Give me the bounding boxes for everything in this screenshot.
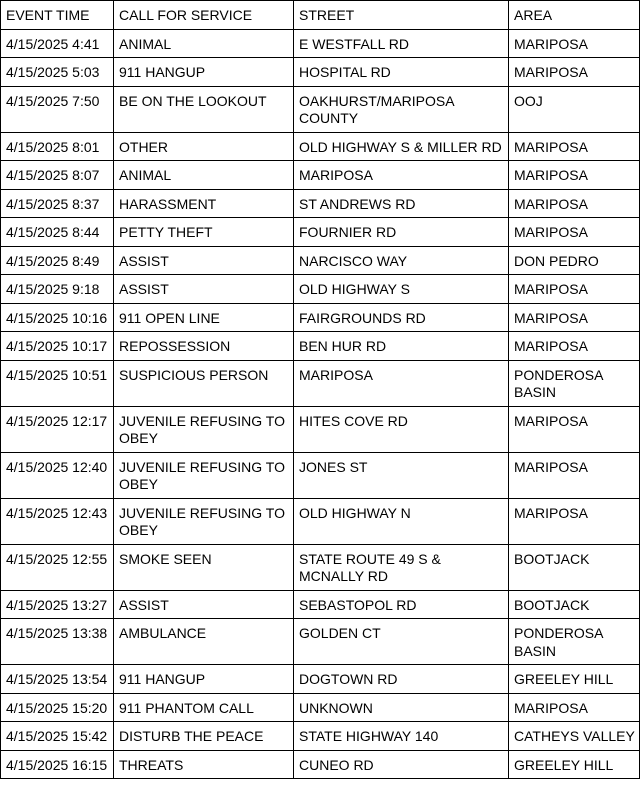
street-cell: GOLDEN CT — [294, 619, 509, 665]
area-cell: MARIPOSA — [509, 132, 640, 161]
street-cell: OLD HIGHWAY N — [294, 498, 509, 544]
table-header-row — [1, 1, 640, 30]
street-cell: ST ANDREWS RD — [294, 189, 509, 218]
event-time-cell: 4/15/2025 10:17 — [1, 332, 114, 361]
event-time-cell: 4/15/2025 8:37 — [1, 189, 114, 218]
event-time-cell: 4/15/2025 9:18 — [1, 275, 114, 304]
event-time-cell: 4/15/2025 7:50 — [1, 86, 114, 132]
event-time-cell: 4/15/2025 8:01 — [1, 132, 114, 161]
table-row — [1, 218, 640, 247]
call-for-service-cell: ANIMAL — [114, 29, 294, 58]
area-cell: PONDEROSA BASIN — [509, 360, 640, 406]
area-cell: CATHEYS VALLEY — [509, 722, 640, 751]
event-time-cell: 4/15/2025 16:15 — [1, 750, 114, 779]
table-row — [1, 722, 640, 751]
street-cell: MARIPOSA — [294, 360, 509, 406]
header-area: AREA — [509, 1, 640, 30]
event-time-cell: 4/15/2025 15:42 — [1, 722, 114, 751]
area-cell: GREELEY HILL — [509, 665, 640, 694]
table-row — [1, 132, 640, 161]
area-cell: PONDEROSA BASIN — [509, 619, 640, 665]
street-cell: DOGTOWN RD — [294, 665, 509, 694]
call-for-service-cell: ASSIST — [114, 275, 294, 304]
call-for-service-cell: JUVENILE REFUSING TO OBEY — [114, 406, 294, 452]
table-row — [1, 544, 640, 590]
event-time-cell: 4/15/2025 8:07 — [1, 161, 114, 190]
table-row — [1, 161, 640, 190]
event-time-cell: 4/15/2025 8:49 — [1, 246, 114, 275]
call-for-service-cell: SUSPICIOUS PERSON — [114, 360, 294, 406]
area-cell: BOOTJACK — [509, 544, 640, 590]
table-row — [1, 619, 640, 665]
street-cell: FOURNIER RD — [294, 218, 509, 247]
table-row — [1, 665, 640, 694]
call-for-service-cell: REPOSSESSION — [114, 332, 294, 361]
call-for-service-cell: ANIMAL — [114, 161, 294, 190]
street-cell: HOSPITAL RD — [294, 58, 509, 87]
header-call-for-service: CALL FOR SERVICE — [114, 1, 294, 30]
table-row — [1, 275, 640, 304]
table-row — [1, 590, 640, 619]
event-time-cell: 4/15/2025 13:54 — [1, 665, 114, 694]
street-cell: FAIRGROUNDS RD — [294, 303, 509, 332]
event-time-cell: 4/15/2025 13:27 — [1, 590, 114, 619]
call-for-service-cell: 911 OPEN LINE — [114, 303, 294, 332]
street-cell: OAKHURST/MARIPOSA COUNTY — [294, 86, 509, 132]
street-cell: SEBASTOPOL RD — [294, 590, 509, 619]
area-cell: MARIPOSA — [509, 29, 640, 58]
table-row — [1, 693, 640, 722]
call-for-service-cell: 911 PHANTOM CALL — [114, 693, 294, 722]
call-for-service-cell: BE ON THE LOOKOUT — [114, 86, 294, 132]
table-row — [1, 29, 640, 58]
area-cell: MARIPOSA — [509, 452, 640, 498]
area-cell: MARIPOSA — [509, 161, 640, 190]
street-cell: JONES ST — [294, 452, 509, 498]
area-cell: MARIPOSA — [509, 303, 640, 332]
street-cell: UNKNOWN — [294, 693, 509, 722]
area-cell: MARIPOSA — [509, 332, 640, 361]
area-cell: MARIPOSA — [509, 58, 640, 87]
street-cell: E WESTFALL RD — [294, 29, 509, 58]
street-cell: CUNEO RD — [294, 750, 509, 779]
street-cell: OLD HIGHWAY S — [294, 275, 509, 304]
table-row — [1, 498, 640, 544]
call-for-service-cell: PETTY THEFT — [114, 218, 294, 247]
call-for-service-cell: HARASSMENT — [114, 189, 294, 218]
area-cell: MARIPOSA — [509, 189, 640, 218]
table-row — [1, 303, 640, 332]
table-row — [1, 86, 640, 132]
street-cell: STATE HIGHWAY 140 — [294, 722, 509, 751]
area-cell: MARIPOSA — [509, 406, 640, 452]
call-for-service-cell: JUVENILE REFUSING TO OBEY — [114, 452, 294, 498]
call-for-service-cell: AMBULANCE — [114, 619, 294, 665]
event-time-cell: 4/15/2025 10:16 — [1, 303, 114, 332]
event-time-cell: 4/15/2025 8:44 — [1, 218, 114, 247]
event-time-cell: 4/15/2025 4:41 — [1, 29, 114, 58]
event-time-cell: 4/15/2025 10:51 — [1, 360, 114, 406]
call-for-service-cell: 911 HANGUP — [114, 665, 294, 694]
table-row — [1, 406, 640, 452]
header-street: STREET — [294, 1, 509, 30]
area-cell: BOOTJACK — [509, 590, 640, 619]
event-time-cell: 4/15/2025 15:20 — [1, 693, 114, 722]
event-time-cell: 4/15/2025 12:43 — [1, 498, 114, 544]
event-time-cell: 4/15/2025 5:03 — [1, 58, 114, 87]
street-cell: OLD HIGHWAY S & MILLER RD — [294, 132, 509, 161]
table-row — [1, 58, 640, 87]
call-for-service-cell: OTHER — [114, 132, 294, 161]
area-cell: DON PEDRO — [509, 246, 640, 275]
event-time-cell: 4/15/2025 12:55 — [1, 544, 114, 590]
street-cell: BEN HUR RD — [294, 332, 509, 361]
event-time-cell: 4/15/2025 13:38 — [1, 619, 114, 665]
table-row — [1, 189, 640, 218]
event-time-cell: 4/15/2025 12:17 — [1, 406, 114, 452]
call-for-service-cell: THREATS — [114, 750, 294, 779]
call-for-service-cell: JUVENILE REFUSING TO OBEY — [114, 498, 294, 544]
street-cell: NARCISCO WAY — [294, 246, 509, 275]
call-for-service-cell: ASSIST — [114, 246, 294, 275]
header-event-time: EVENT TIME — [1, 1, 114, 30]
area-cell: MARIPOSA — [509, 218, 640, 247]
event-time-cell: 4/15/2025 12:40 — [1, 452, 114, 498]
street-cell: MARIPOSA — [294, 161, 509, 190]
table-row — [1, 750, 640, 779]
call-for-service-cell: ASSIST — [114, 590, 294, 619]
street-cell: STATE ROUTE 49 S & MCNALLY RD — [294, 544, 509, 590]
area-cell: MARIPOSA — [509, 498, 640, 544]
table-row — [1, 452, 640, 498]
call-for-service-cell: DISTURB THE PEACE — [114, 722, 294, 751]
table-row — [1, 360, 640, 406]
table-row — [1, 246, 640, 275]
call-for-service-cell: SMOKE SEEN — [114, 544, 294, 590]
area-cell: MARIPOSA — [509, 275, 640, 304]
street-cell: HITES COVE RD — [294, 406, 509, 452]
area-cell: MARIPOSA — [509, 693, 640, 722]
call-for-service-cell: 911 HANGUP — [114, 58, 294, 87]
area-cell: GREELEY HILL — [509, 750, 640, 779]
table-row — [1, 332, 640, 361]
area-cell: OOJ — [509, 86, 640, 132]
